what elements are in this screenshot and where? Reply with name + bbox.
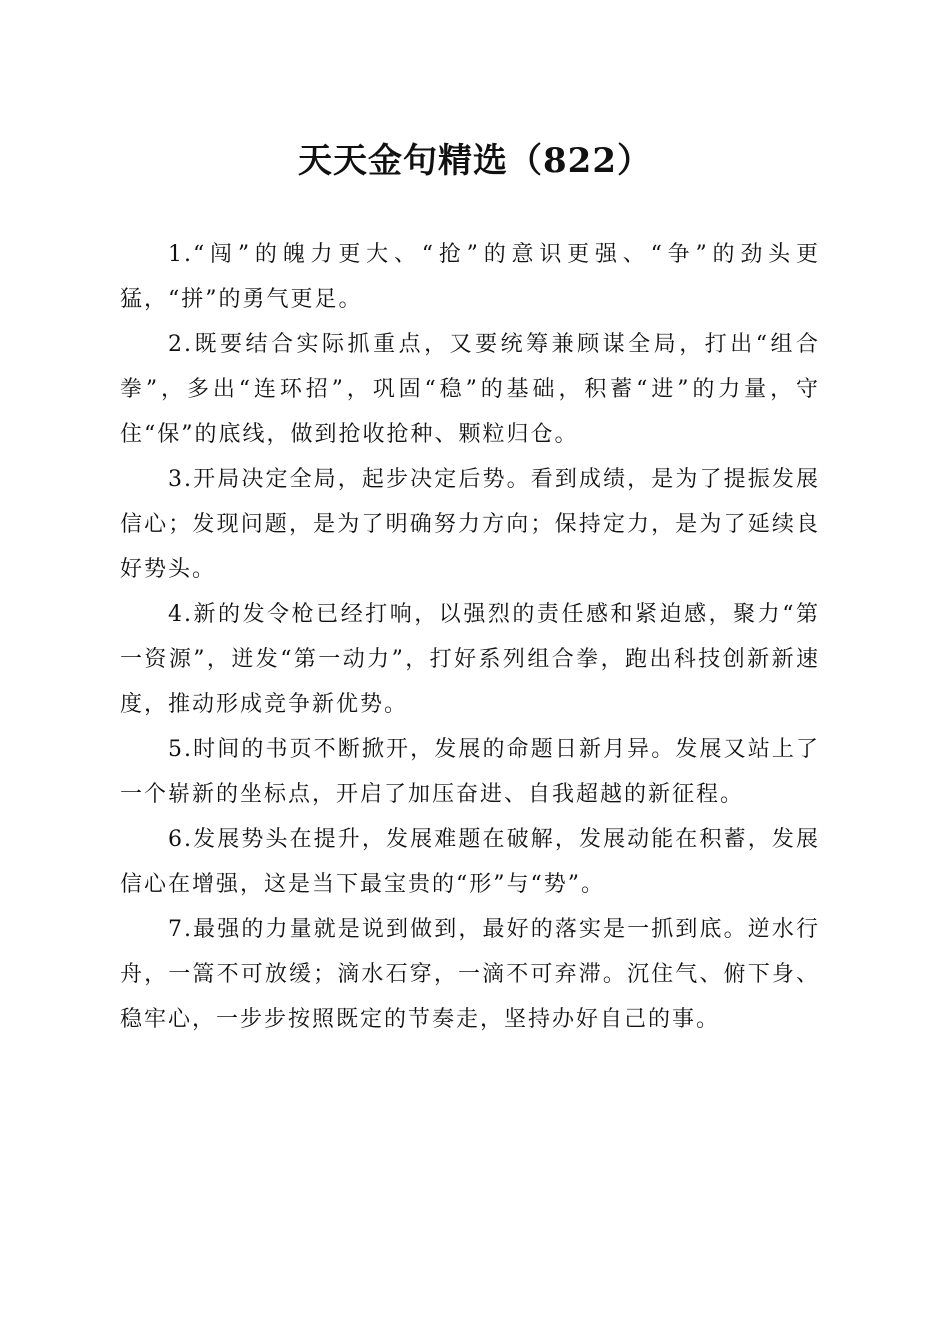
quote-paragraph-1: 1.“闯”的魄力更大、“抢”的意识更强、“争”的劲头更猛，“拼”的勇气更足。 xyxy=(120,242,820,312)
quote-paragraph-5: 5.时间的书页不断掀开，发展的命题日新月异。发展又站上了一个崭新的坐标点，开启了加压奋进、自我超越的新征程。 xyxy=(120,737,820,807)
quote-paragraph-6: 6.发展势头在提升，发展难题在破解，发展动能在积蓄，发展信心在增强，这是当下最宝贵的“形”与“势”。 xyxy=(120,827,820,897)
quote-paragraph-2: 2.既要结合实际抓重点，又要统筹兼顾谋全局，打出“组合拳”，多出“连环招”，巩固“稳”的基础，积蓄“进”的力量，守住“保”的底线，做到抢收抢种、颗粒归仓。 xyxy=(120,332,820,447)
quote-list xyxy=(120,232,820,1042)
quote-paragraph-3: 3.开局决定全局，起步决定后势。看到成绩，是为了提振发展信心；发现问题，是为了明确努力方向；保持定力，是为了延续良好势头。 xyxy=(120,467,820,582)
page-title: 天天金句精选（822） xyxy=(298,141,652,181)
quote-paragraph-4: 4.新的发令枪已经打响，以强烈的责任感和紧迫感，聚力“第一资源”，迸发“第一动力”，打好系列组合拳，跑出科技创新新速度，推动形成竞争新优势。 xyxy=(120,602,820,717)
quote-paragraph-7: 7.最强的力量就是说到做到，最好的落实是一抓到底。逆水行舟，一篙不可放缓；滴水石穿，一滴不可弃滞。沉住气、俯下身、稳牢心，一步步按照既定的节奏走，坚持办好自己的事。 xyxy=(120,917,820,1032)
